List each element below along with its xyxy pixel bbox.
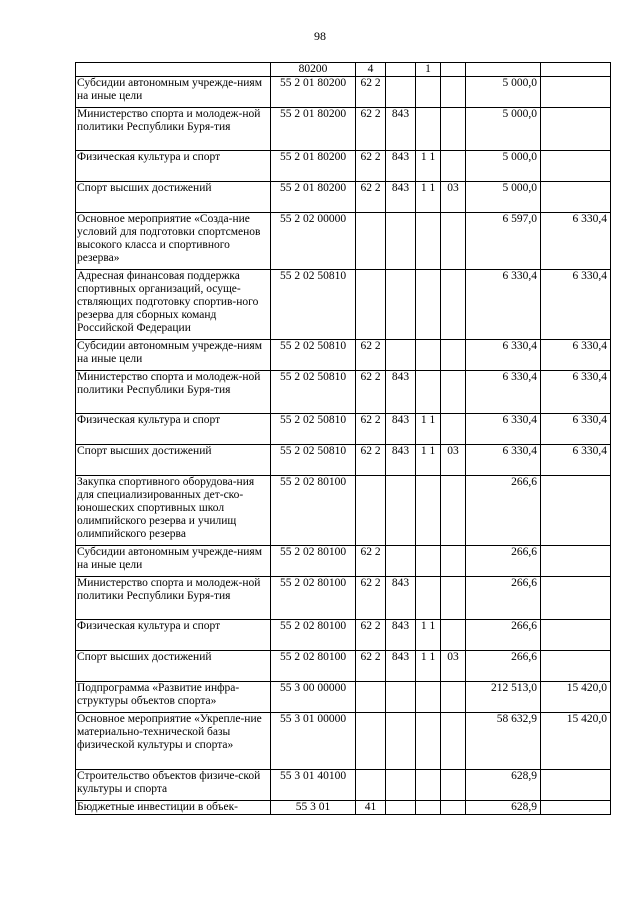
row-expense-type [356,270,386,340]
budget-table-body [76,63,611,815]
row-name: Закупка спортивного оборудова-ния для специализированных дет-ско-юношеских спортивных школ олимпийского резерва и училищ олимпийского резерва [76,476,271,546]
row-expense-type: 62 2 [356,651,386,682]
row-expense-type: 41 [356,801,386,815]
row-code: 55 2 02 50810 [271,340,356,371]
row-name: Спорт высших достижений [76,182,271,213]
row-code: 55 3 01 [271,801,356,815]
row-sum-federal: 6 330,4 [541,371,611,414]
row-ministry-code [386,340,416,371]
row-section: 1 [416,63,441,77]
row-expense-type: 62 2 [356,108,386,151]
row-section [416,77,441,108]
row-expense-type: 62 2 [356,77,386,108]
row-sum-federal: 6 330,4 [541,213,611,270]
row-code: 55 2 02 80100 [271,620,356,651]
row-code: 55 2 02 80100 [271,476,356,546]
row-subsection [441,151,466,182]
row-sum-total: 266,6 [466,546,541,577]
row-subsection [441,476,466,546]
row-name: Физическая культура и спорт [76,414,271,445]
row-sum-total: 5 000,0 [466,77,541,108]
row-ministry-code: 843 [386,445,416,476]
row-name: Субсидии автономным учрежде-ниям на иные цели [76,77,271,108]
row-sum-federal [541,770,611,801]
budget-table [75,62,611,815]
row-subsection [441,213,466,270]
row-name: Подпрограмма «Развитие инфра-структуры объектов спорта» [76,682,271,713]
row-expense-type [356,476,386,546]
row-section: 1 1 [416,620,441,651]
row-sum-federal: 6 330,4 [541,270,611,340]
row-code: 55 3 01 40100 [271,770,356,801]
row-subsection [441,770,466,801]
row-sum-total: 266,6 [466,476,541,546]
row-sum-federal [541,63,611,77]
row-section [416,371,441,414]
row-expense-type: 4 [356,63,386,77]
row-ministry-code [386,770,416,801]
row-expense-type [356,770,386,801]
row-sum-federal [541,182,611,213]
row-expense-type [356,682,386,713]
row-section [416,801,441,815]
row-code: 55 2 02 80100 [271,546,356,577]
row-expense-type: 62 2 [356,414,386,445]
row-section: 1 1 [416,414,441,445]
table-row [76,801,611,815]
row-sum-total: 266,6 [466,620,541,651]
row-name: Субсидии автономным учрежде-ниям на иные цели [76,340,271,371]
row-sum-total: 628,9 [466,770,541,801]
row-sum-total: 212 513,0 [466,682,541,713]
row-section [416,108,441,151]
row-sum-federal [541,151,611,182]
row-code: 55 2 01 80200 [271,108,356,151]
table-row [76,108,611,151]
row-expense-type: 62 2 [356,340,386,371]
row-sum-federal: 6 330,4 [541,340,611,371]
row-name: Спорт высших достижений [76,445,271,476]
row-sum-federal [541,801,611,815]
row-expense-type: 62 2 [356,371,386,414]
table-row [76,63,611,77]
row-ministry-code: 843 [386,577,416,620]
table-row [76,151,611,182]
row-ministry-code [386,546,416,577]
row-sum-total: 266,6 [466,577,541,620]
row-subsection [441,801,466,815]
row-subsection [441,620,466,651]
row-sum-federal [541,577,611,620]
row-section [416,770,441,801]
row-expense-type: 62 2 [356,546,386,577]
row-name: Физическая культура и спорт [76,151,271,182]
table-row [76,270,611,340]
row-sum-total: 6 330,4 [466,270,541,340]
row-subsection [441,63,466,77]
row-name: Строительство объектов физиче-ской культуры и спорта [76,770,271,801]
row-sum-federal [541,620,611,651]
table-row [76,414,611,445]
row-ministry-code [386,682,416,713]
row-name: Спорт высших достижений [76,651,271,682]
row-sum-federal: 15 420,0 [541,713,611,770]
row-sum-total [466,63,541,77]
row-expense-type: 62 2 [356,182,386,213]
row-sum-federal: 15 420,0 [541,682,611,713]
row-code: 55 2 02 50810 [271,270,356,340]
row-code: 80200 [271,63,356,77]
row-ministry-code [386,63,416,77]
row-subsection: 03 [441,651,466,682]
row-name: Субсидии автономным учрежде-ниям на иные цели [76,546,271,577]
row-ministry-code: 843 [386,108,416,151]
row-sum-total: 5 000,0 [466,151,541,182]
row-ministry-code: 843 [386,620,416,651]
table-row [76,445,611,476]
row-name: Министерство спорта и молодеж-ной политики Республики Буря-тия [76,577,271,620]
row-code: 55 2 01 80200 [271,77,356,108]
row-ministry-code [386,801,416,815]
row-expense-type: 62 2 [356,577,386,620]
row-subsection [441,340,466,371]
row-subsection [441,682,466,713]
row-section [416,476,441,546]
row-subsection [441,108,466,151]
row-name [76,63,271,77]
table-row [76,546,611,577]
row-section [416,577,441,620]
row-section [416,213,441,270]
row-ministry-code [386,476,416,546]
row-subsection [441,414,466,445]
row-subsection: 03 [441,182,466,213]
table-row [76,476,611,546]
row-sum-total: 6 597,0 [466,213,541,270]
table-row [76,713,611,770]
row-section [416,340,441,371]
row-subsection [441,371,466,414]
table-row [76,77,611,108]
row-sum-federal: 6 330,4 [541,414,611,445]
row-subsection: 03 [441,445,466,476]
row-sum-total: 6 330,4 [466,414,541,445]
row-name: Министерство спорта и молодеж-ной политики Республики Буря-тия [76,108,271,151]
row-code: 55 2 02 80100 [271,651,356,682]
row-section [416,682,441,713]
table-row [76,340,611,371]
row-subsection [441,713,466,770]
row-sum-total: 58 632,9 [466,713,541,770]
table-row [76,371,611,414]
row-section: 1 1 [416,651,441,682]
row-sum-total: 5 000,0 [466,108,541,151]
row-code: 55 2 02 50810 [271,414,356,445]
row-sum-federal [541,77,611,108]
row-ministry-code [386,270,416,340]
row-sum-total: 5 000,0 [466,182,541,213]
table-row [76,682,611,713]
row-section: 1 1 [416,182,441,213]
table-row [76,213,611,270]
row-ministry-code: 843 [386,151,416,182]
row-code: 55 2 01 80200 [271,182,356,213]
table-row [76,770,611,801]
row-expense-type [356,213,386,270]
table-row [76,182,611,213]
row-section [416,713,441,770]
row-sum-federal [541,476,611,546]
row-subsection [441,546,466,577]
row-ministry-code: 843 [386,182,416,213]
row-name: Адресная финансовая поддержка спортивных организаций, осуще-ствляющих подготовку спортив-ного резерва для сборных команд Российской Федерации [76,270,271,340]
row-ministry-code [386,713,416,770]
row-name: Основное мероприятие «Созда-ние условий для подготовки спортсменов высокого класса и спортивного резерва» [76,213,271,270]
row-ministry-code: 843 [386,371,416,414]
row-section [416,546,441,577]
row-section: 1 1 [416,151,441,182]
row-code: 55 2 01 80200 [271,151,356,182]
row-subsection [441,77,466,108]
row-code: 55 2 02 50810 [271,445,356,476]
row-name: Основное мероприятие «Укрепле-ние материально-технической базы физической культуры и спорта» [76,713,271,770]
row-code: 55 2 02 80100 [271,577,356,620]
row-code: 55 2 02 00000 [271,213,356,270]
row-code: 55 2 02 50810 [271,371,356,414]
row-expense-type: 62 2 [356,445,386,476]
row-sum-total: 266,6 [466,651,541,682]
table-row [76,651,611,682]
row-expense-type [356,713,386,770]
row-ministry-code [386,77,416,108]
row-subsection [441,577,466,620]
row-subsection [441,270,466,340]
row-sum-total: 6 330,4 [466,445,541,476]
row-expense-type: 62 2 [356,151,386,182]
row-name: Министерство спорта и молодеж-ной политики Республики Буря-тия [76,371,271,414]
table-row [76,620,611,651]
row-sum-federal [541,108,611,151]
row-section [416,270,441,340]
row-section: 1 1 [416,445,441,476]
row-ministry-code: 843 [386,414,416,445]
row-sum-federal [541,651,611,682]
page-number: 98 [314,29,326,43]
row-name: Физическая культура и спорт [76,620,271,651]
row-sum-total: 628,9 [466,801,541,815]
row-code: 55 3 01 00000 [271,713,356,770]
row-sum-total: 6 330,4 [466,371,541,414]
row-ministry-code: 843 [386,651,416,682]
row-sum-total: 6 330,4 [466,340,541,371]
row-name: Бюджетные инвестиции в объек- [76,801,271,815]
row-sum-federal: 6 330,4 [541,445,611,476]
row-code: 55 3 00 00000 [271,682,356,713]
row-expense-type: 62 2 [356,620,386,651]
table-row [76,577,611,620]
row-ministry-code [386,213,416,270]
row-sum-federal [541,546,611,577]
